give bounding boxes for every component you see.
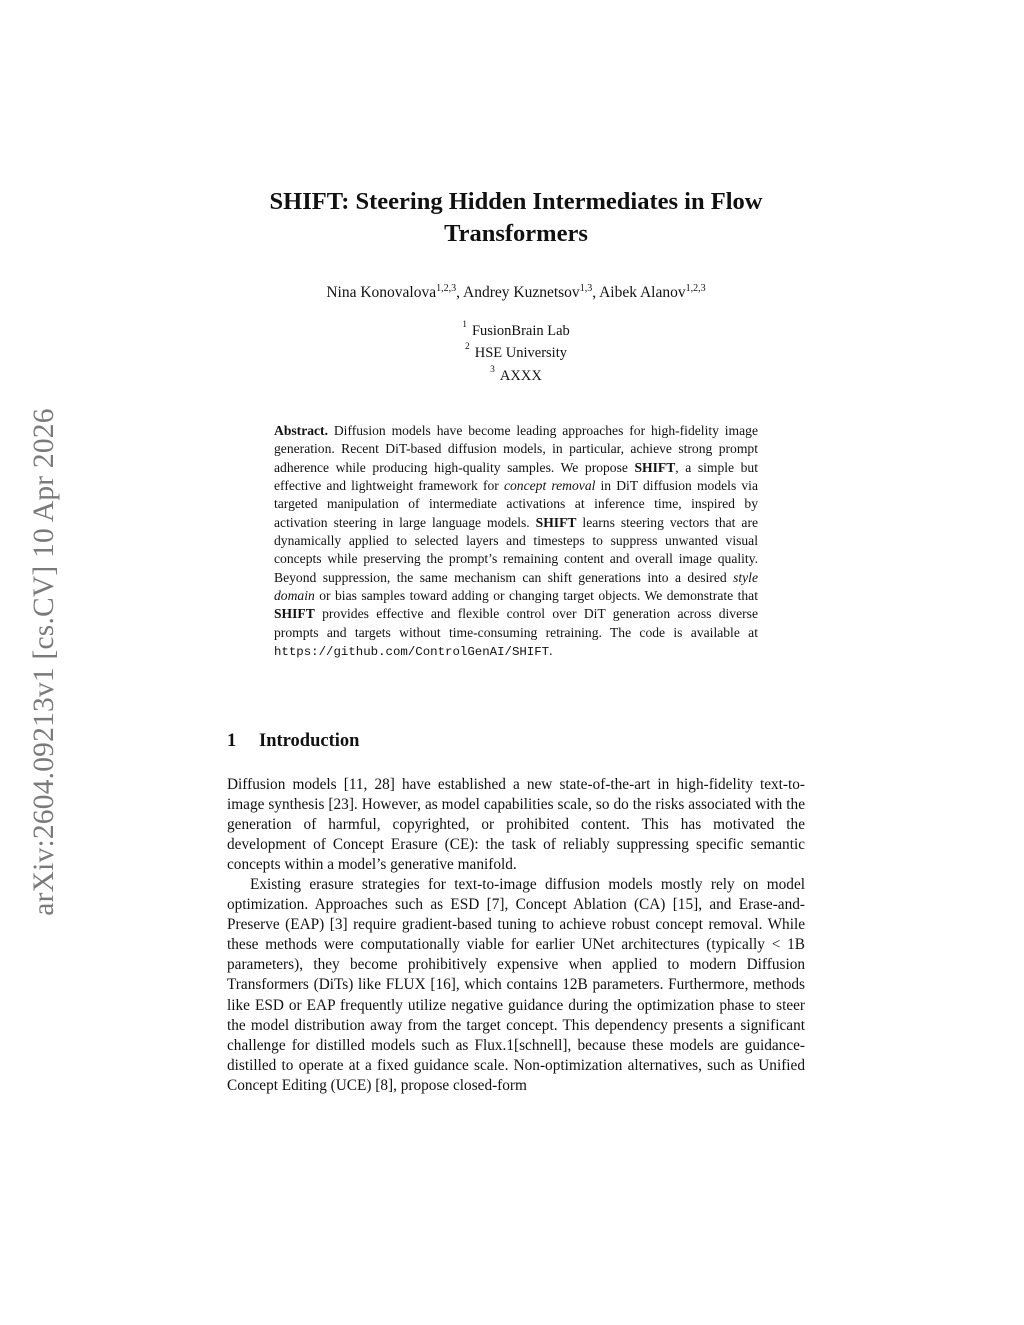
affiliation-name: HSE University	[474, 345, 567, 362]
abstract-text: learns steering vectors that are dynamically applied to selected layers and timesteps to suppress unwanted visual concepts while preserving the prompt’s remaining content and overall image quality. Beyond suppression, the same mechanism can shift generations into a desired	[274, 514, 759, 585]
paper-title	[207, 186, 825, 250]
arxiv-side-stamp: arXiv:2604.09213v1 [cs.CV] 10 Apr 2026	[28, 408, 60, 916]
author-affiliation-marks: 1,2,3	[436, 283, 457, 294]
section-heading	[227, 731, 805, 752]
abstract-emphasis: style domain	[274, 569, 758, 604]
affiliation-item	[227, 340, 805, 362]
paper-title-line2: Transformers	[444, 220, 588, 247]
abstract-text: in DiT diffusion models via targeted manipulation of intermediate activations at inference time, inspired by activation steering in large language models.	[274, 478, 758, 530]
abstract-emphasis: concept removal	[503, 478, 596, 494]
affiliation-name: FusionBrain Lab	[471, 322, 570, 339]
author-name: Andrey Kuznetsov	[463, 284, 580, 302]
author-name: Aibek Alanov	[599, 284, 686, 302]
abstract-text: or bias samples toward adding or changing target objects. We demonstrate that	[314, 588, 758, 604]
author-name: Nina Konovalova	[326, 284, 437, 302]
code-url-link[interactable]: https://github.com/ControlGenAI/SHIFT	[274, 645, 550, 660]
body-paragraph: Existing erasure strategies for text-to-image diffusion models mostly rely on model optimization. Approaches such as ESD [7], Concept Ablation (CA) [15], and Erase-and-Preserve (EAP) [3] require gradient-based tuning to achieve robust concept removal. While these methods were computationally viable for earlier UNet architectures (typically < 1B parameters), they become prohibitively expensive when applied to modern Diffusion Transformers (DiTs) like FLUX [16], which contains 12B parameters. Furthermore, methods like ESD or EAP frequently utilize negative guidance during the optimization phase to steer the model distribution away from the target concept. This dependency presents a significant challenge for distilled models such as Flux.1[schnell], because these models are guidance-distilled to operate at a fixed guidance scale. Non-optimization alternatives, such as Unified Concept Editing (UCE) [8], propose closed-form	[227, 876, 805, 1094]
author-affiliation-marks: 1,3	[579, 283, 593, 294]
affiliation-mark: 1	[462, 320, 467, 330]
affiliation-item	[227, 318, 805, 340]
author-affiliation-marks: 1,2,3	[685, 283, 706, 294]
section-title: Introduction	[259, 731, 360, 751]
affiliation-name: AXXX	[499, 367, 542, 384]
method-name: SHIFT	[535, 514, 577, 530]
method-name: SHIFT	[274, 606, 315, 622]
section-number: 1	[227, 731, 237, 751]
affiliation-mark: 2	[465, 342, 470, 353]
method-name: SHIFT	[634, 459, 676, 475]
affiliation-mark: 3	[490, 364, 495, 375]
affiliation-item	[227, 363, 805, 385]
paper-title-line1: SHIFT: Steering Hidden Intermediates in Flow	[269, 188, 763, 215]
abstract	[274, 422, 758, 661]
abstract-label: Abstract.	[274, 423, 328, 438]
affiliation-list	[227, 318, 805, 385]
section-body	[227, 775, 805, 1096]
abstract-text: .	[549, 643, 553, 659]
body-paragraph: Diffusion models [11, 28] have established a new state-of-the-art in high-fidelity text-to-image synthesis [23]. However, as model capabilities scale, so do the risks associated with the generation of harmful, copyrighted, or prohibited content. This has motivated the development of Concept Erasure (CE): the task of reliably suppressing specific semantic concepts within a model’s generative manifold.	[227, 776, 805, 874]
author-list: Nina Konovalova$^{1,2,3}$, Andrey Kuznetsov$^{1,3}$, Aibek Alanov$^{1,2,3}$	[326, 283, 706, 302]
abstract-text: provides effective and flexible control over DiT generation across diverse prompts and targets without time-consuming retraining. The code is available at	[274, 606, 758, 640]
abstract-text: , a simple but effective and lightweight framework for	[274, 459, 759, 494]
abstract-text: Diffusion models have become leading approaches for high-fidelity image generation. Recent DiT-based diffusion models, in particular, achieve strong prompt adherence while producing high-quality samples. We propose	[274, 423, 758, 475]
